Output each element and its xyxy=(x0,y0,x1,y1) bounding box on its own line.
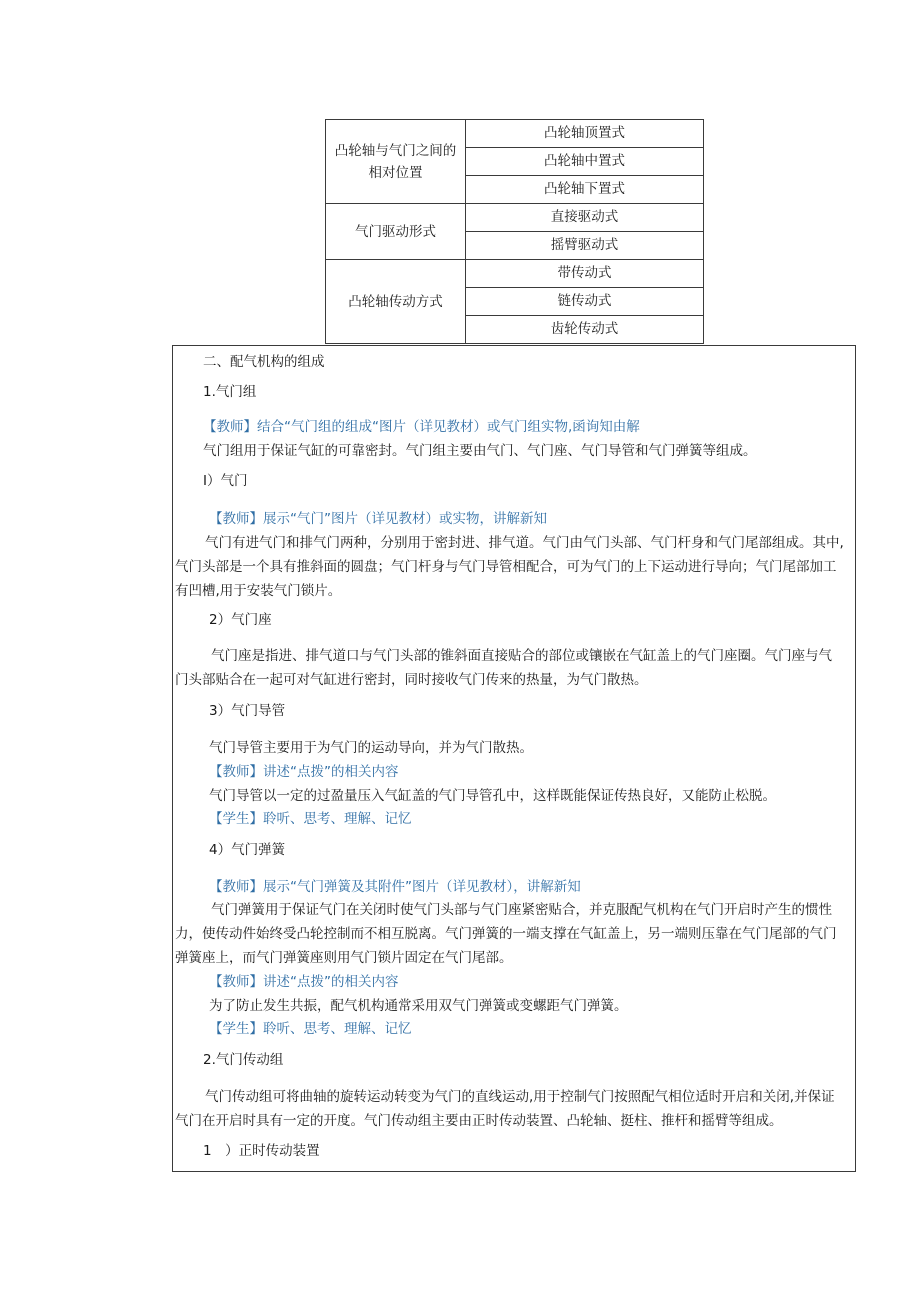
table-option-cell: 凸轮轴顶置式 xyxy=(466,120,704,148)
paragraph-valve-group: 气门组用于保证气缸的可靠密封。气门组主要由气门、气门座、气门导管和气门弹簧等组成。 xyxy=(203,443,757,459)
paragraph-spring-tip: 为了防止发生共振，配气机构通常采用双气门弹簧或变螺距气门弹簧。 xyxy=(209,998,628,1014)
category-line: 凸轮轴与气门之间的 xyxy=(334,142,457,159)
teacher-note: 【教师】讲述“点拨”的相关内容 xyxy=(209,974,399,990)
table-option-cell: 齿轮传动式 xyxy=(466,316,704,344)
heading-timing-device: 1 ）正时传动装置 xyxy=(203,1143,320,1159)
paragraph-line: 气门在开启时具有一定的开度。气门传动组主要由正时传动装置、凸轮轴、挺柱、推杆和摇臂等组成。 xyxy=(175,1113,783,1129)
table-category-cell xyxy=(326,120,466,204)
category-line: 相对位置 xyxy=(368,164,423,181)
paragraph-line: 气门有进气门和排气门两种，分别用于密封进、排气道。气门由气门头部、气门杆身和气门尾部组成。其中, xyxy=(205,535,844,551)
heading-drive-group: 2.气门传动组 xyxy=(203,1052,284,1068)
heading-valve-group: 1.气门组 xyxy=(203,384,257,400)
teacher-note: 【教师】讲述“点拨”的相关内容 xyxy=(209,764,399,780)
table-option-cell: 带传动式 xyxy=(466,260,704,288)
paragraph-line: 力，使传动件始终受凸轮控制而不相互脱离。气门弹簧的一端支撑在气缸盖上，另一端则压靠在气门尾部的气门 xyxy=(175,926,837,942)
paragraph-drive-group xyxy=(175,1085,856,1133)
section-heading: 二、配气机构的组成 xyxy=(203,354,325,370)
paragraph-valve xyxy=(175,531,856,603)
table-category-cell: 凸轮轴传动方式 xyxy=(326,260,466,344)
student-note: 【学生】聆听、思考、理解、记忆 xyxy=(209,811,412,827)
heading-valve-spring: 4）气门弹簧 xyxy=(209,842,286,858)
heading-valve: I）气门 xyxy=(203,473,248,489)
paragraph-valve-guide: 气门导管主要用于为气门的运动导向，并为气门散热。 xyxy=(209,740,533,756)
heading-valve-guide: 3）气门导管 xyxy=(209,703,286,719)
table-option-cell: 凸轮轴中置式 xyxy=(466,148,704,176)
paragraph-line: 弹簧座上，而气门弹簧座则用气门锁片固定在气门尾部。 xyxy=(175,950,513,966)
table-category-cell: 气门驱动形式 xyxy=(326,204,466,260)
paragraph-line: 门头部贴合在一起可对气缸进行密封，同时接收气门传来的热量，为气门散热。 xyxy=(175,672,648,688)
paragraph-line: 气门座是指进、排气道口与气门头部的锥斜面直接贴合的部位或镶嵌在气缸盖上的气门座圈。气门座与气 xyxy=(211,648,832,664)
paragraph-line: 气门头部是一个具有推斜面的圆盘；气门杆身与气门导管相配合，可为气门的上下运动进行导向；气门尾部加工 xyxy=(175,559,837,575)
paragraph-line: 气门传动组可将曲轴的旋转运动转变为气门的直线运动,用于控制气门按照配气相位适时开启和关闭,并保证 xyxy=(205,1089,835,1105)
paragraph-line: 气门弹簧用于保证气门在关闭时使气门头部与气门座紧密贴合，并克服配气机构在气门开启时产生的惯性 xyxy=(211,902,832,918)
classification-table xyxy=(325,119,704,344)
paragraph-valve-seat xyxy=(175,644,856,692)
teacher-note: 【教师】结合“气门组的组成“图片（详见教材）或气门组实物,函询知由解 xyxy=(203,419,640,435)
table-option-cell: 凸轮轴下置式 xyxy=(466,176,704,204)
paragraph-guide-tip: 气门导管以一定的过盈量压入气缸盖的气门导管孔中，这样既能保证传热良好，又能防止松脱。 xyxy=(209,788,776,804)
teacher-note: 【教师】展示“气门”图片（详见教材）或实物，讲解新知 xyxy=(209,511,547,527)
paragraph-line: 有凹槽,用于安装气门锁片。 xyxy=(175,583,342,599)
table-option-cell: 链传动式 xyxy=(466,288,704,316)
student-note: 【学生】聆听、思考、理解、记忆 xyxy=(209,1021,412,1037)
teacher-note: 【教师】展示“气门弹簧及其附件”图片（详见教材），讲解新知 xyxy=(209,879,581,895)
content-frame xyxy=(172,345,856,1172)
table-option-cell: 直接驱动式 xyxy=(466,204,704,232)
heading-valve-seat: 2）气门座 xyxy=(209,612,272,628)
paragraph-valve-spring xyxy=(175,898,856,970)
table-option-cell: 摇臂驱动式 xyxy=(466,232,704,260)
